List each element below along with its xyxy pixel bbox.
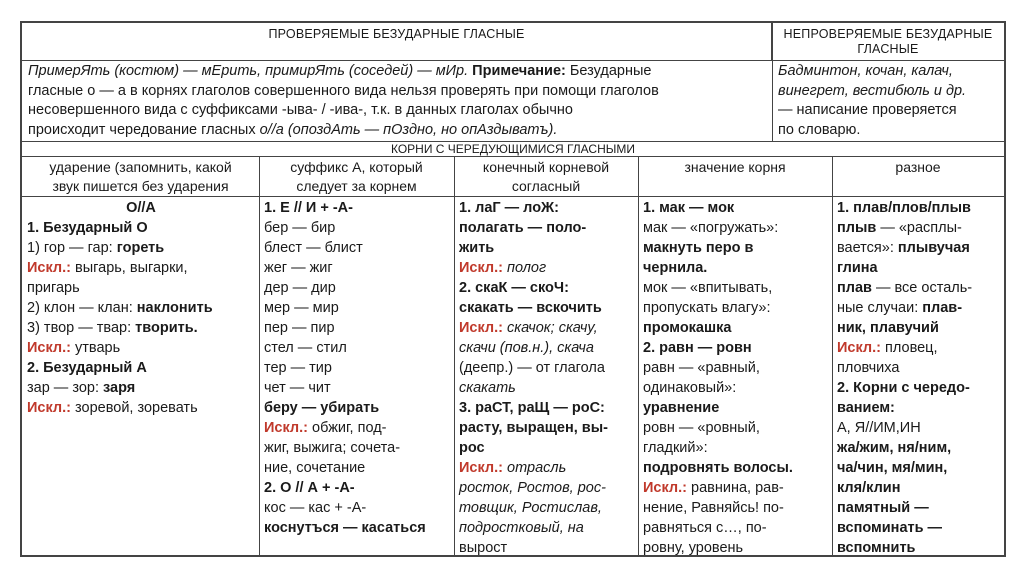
col5-heading2-cont: ванием: bbox=[837, 400, 895, 416]
divider bbox=[22, 60, 1004, 61]
col4-exception: равнина, рав- bbox=[691, 480, 784, 496]
col-meaning bbox=[643, 198, 829, 558]
col1-word: творить. bbox=[135, 320, 198, 336]
col5-line: — все осталь- bbox=[875, 280, 973, 296]
colhead-consonant-l1: конечный корневой bbox=[482, 159, 610, 175]
header-right-line2: ГЛАСНЫЕ bbox=[857, 42, 919, 56]
col2-root-pair: кос — кас + -А- bbox=[264, 500, 367, 516]
intro-note-text: Безударные bbox=[569, 63, 652, 79]
col3-example: жить bbox=[459, 240, 495, 256]
col1-title: О//А bbox=[126, 200, 156, 216]
col5-exception: пловец, bbox=[885, 340, 938, 356]
col5-line: вается»: bbox=[837, 240, 894, 256]
exception-label: Искл.: bbox=[27, 260, 71, 276]
col2-example: коснутъся — касаться bbox=[264, 520, 426, 536]
col4-line: ровн — «ровный, bbox=[643, 420, 760, 436]
col4-example: подровнять волосы. bbox=[643, 460, 793, 476]
exception-label: Искл.: bbox=[27, 400, 71, 416]
col2-root-pair: бер — бир bbox=[264, 220, 336, 236]
intro-line3: несовершенного вида с суффиксами -ыва- / -ива-, т.к. в данных глаголах обычно bbox=[28, 102, 573, 118]
colhead-misc bbox=[832, 158, 1004, 196]
col4-line: гладкий»: bbox=[643, 440, 708, 456]
col4-exception-cont: ровну, уровень bbox=[643, 540, 744, 556]
colhead-misc-l1: разное bbox=[895, 159, 941, 175]
col-consonant bbox=[459, 198, 635, 558]
intro-right-line4: по словарю. bbox=[778, 121, 861, 138]
divider bbox=[772, 23, 773, 142]
col5-example: плав- bbox=[922, 300, 963, 316]
col1-word: заря bbox=[103, 380, 136, 396]
col1-line: 2) клон — клан: bbox=[27, 300, 133, 316]
col2-root-pair: дер — дир bbox=[264, 280, 336, 296]
col5-example: ник, плавучий bbox=[837, 320, 939, 336]
colhead-suffix-l2: следует за корнем bbox=[296, 177, 417, 194]
col1-heading1: 1. Безударный О bbox=[27, 220, 148, 236]
col1-exception: утварь bbox=[75, 340, 121, 356]
colhead-suffix-l1: суффикс А, который bbox=[290, 159, 423, 175]
header-uncheckable-vowels bbox=[772, 23, 1004, 60]
col1-line: 1) гор — гар: bbox=[27, 240, 113, 256]
col4-line: мак — «погружать»: bbox=[643, 220, 779, 236]
colhead-stress-l1: ударение (запомнить, какой bbox=[49, 159, 232, 175]
intro-right-line1: Бадминтон, кочан, калач, bbox=[778, 63, 953, 79]
alternating-roots-band: КОРНИ С ЧЕРЕДУЮЩИМИСЯ ГЛАСНЫМИ bbox=[390, 142, 635, 156]
col5-example: ча/чин, мя/мин, bbox=[837, 460, 948, 476]
col1-word: гореть bbox=[116, 240, 165, 256]
col4-example: уравнение bbox=[643, 400, 720, 416]
col3-example: полагать — поло- bbox=[459, 220, 587, 236]
col3-exception-cont: товщик, Ростислав, bbox=[459, 500, 602, 516]
divider bbox=[22, 156, 1004, 157]
col5-line: ные случаи: bbox=[837, 300, 919, 316]
col3-exception: отрасль bbox=[507, 460, 567, 476]
rules-table bbox=[20, 21, 1006, 557]
col5-example: плывучая bbox=[897, 240, 970, 256]
col2-root-pair: пер — пир bbox=[264, 320, 335, 336]
col3-exception-cont: вырост bbox=[459, 540, 508, 556]
col5-example: кля/клин bbox=[837, 480, 901, 496]
col2-root-pair: стел — стил bbox=[264, 340, 347, 356]
col2-exception-cont: ние, сочетание bbox=[264, 460, 366, 476]
col4-exception-cont: нение, Равняйсь! по- bbox=[643, 500, 784, 516]
col3-exception-cont: росток, Ростов, рос- bbox=[459, 480, 606, 496]
col5-example: вспомнить bbox=[837, 540, 916, 556]
col4-example: промокашка bbox=[643, 320, 732, 336]
col2-heading2: 2. О // А + -А- bbox=[264, 480, 355, 496]
col5-example: памятный — bbox=[837, 500, 929, 516]
colhead-consonant bbox=[454, 158, 638, 196]
exception-label: Искл.: bbox=[459, 260, 503, 276]
col4-line: пропускать влагу»: bbox=[643, 300, 771, 316]
col3-exception-cont: (деепр.) — от глагола bbox=[459, 360, 605, 376]
col3-heading3: 3. раСТ, раЩ — роС: bbox=[459, 400, 605, 416]
col2-root-pair: тер — тир bbox=[264, 360, 332, 376]
col2-exception: обжиг, под- bbox=[312, 420, 387, 436]
col1-line: зар — зор: bbox=[27, 380, 99, 396]
exception-label: Искл.: bbox=[643, 480, 687, 496]
intro-right-line3: — написание проверяется bbox=[778, 102, 957, 118]
col5-heading2: 2. Корни с чередо- bbox=[837, 380, 970, 396]
col5-line: — «расплы- bbox=[880, 220, 962, 236]
col5-example: глина bbox=[837, 260, 878, 276]
col3-exception-cont: скакать bbox=[459, 380, 516, 396]
col4-heading2: 2. равн — ровн bbox=[643, 340, 752, 356]
col-misc bbox=[837, 198, 1003, 558]
col1-exception: зоревой, зоревать bbox=[75, 400, 198, 416]
col2-root-pair: блест — блист bbox=[264, 240, 363, 256]
col2-root-pair: чет — чит bbox=[264, 380, 331, 396]
col3-exception-cont: подростковый, на bbox=[459, 520, 584, 536]
col5-line: А, Я//ИМ,ИН bbox=[837, 420, 921, 436]
col1-line: 3) твор — твар: bbox=[27, 320, 132, 336]
checkable-examples bbox=[28, 62, 768, 140]
intro-note-label: Примечание: bbox=[472, 63, 566, 79]
exception-label: Искл.: bbox=[264, 420, 308, 436]
col4-example: макнуть перо в bbox=[643, 240, 754, 256]
col2-exception-cont: жиг, выжига; сочета- bbox=[264, 440, 401, 456]
col1-word: наклонить bbox=[136, 300, 213, 316]
colhead-stress-l2: звук пишется без ударения bbox=[52, 177, 229, 194]
col1-exception: выгарь, выгарки, bbox=[75, 260, 188, 276]
col5-example: вспоминать — bbox=[837, 520, 943, 536]
col4-line: одинаковый»: bbox=[643, 380, 737, 396]
exception-label: Искл.: bbox=[459, 320, 503, 336]
colhead-meaning bbox=[638, 158, 832, 196]
col3-heading1: 1. лаГ — лоЖ: bbox=[459, 200, 559, 216]
uncheckable-examples bbox=[778, 62, 1000, 140]
exception-label: Искл.: bbox=[837, 340, 881, 356]
exception-label: Искл.: bbox=[27, 340, 71, 356]
col2-root-pair: жег — жиг bbox=[264, 260, 333, 276]
colhead-consonant-l2: согласный bbox=[511, 177, 581, 194]
colhead-stress bbox=[22, 158, 259, 196]
intro-line4b: о//а (опоздАть — пОздно, но опАздыватъ). bbox=[259, 121, 558, 138]
intro-right-line2: винегрет, вестибюль и др. bbox=[778, 82, 967, 99]
intro-example: ПримерЯть (костюм) — мЕрить, примирЯть (соседей) — мИр. bbox=[28, 63, 469, 79]
col3-heading2: 2. скаК — скоЧ: bbox=[459, 280, 569, 296]
col4-exception-cont: равняться с…, по- bbox=[643, 520, 767, 536]
divider bbox=[22, 196, 1004, 197]
col3-example: расту, выращен, вы- bbox=[459, 420, 608, 436]
col5-example: жа/жим, ня/ним, bbox=[837, 440, 952, 456]
header-right-line1: НЕПРОВЕРЯЕМЫЕ БЕЗУДАРНЫЕ bbox=[783, 27, 993, 41]
col1-exception-cont: пригарь bbox=[27, 280, 80, 296]
col-stress bbox=[27, 198, 255, 418]
col2-root-pair: мер — мир bbox=[264, 300, 339, 316]
exception-label: Искл.: bbox=[459, 460, 503, 476]
col2-example: беру — убирать bbox=[264, 400, 380, 416]
divider bbox=[638, 156, 639, 557]
header-checkable-vowels: ПРОВЕРЯЕМЫЕ БЕЗУДАРНЫЕ ГЛАСНЫЕ bbox=[22, 23, 772, 60]
col3-exception: полог bbox=[507, 260, 547, 276]
col2-heading1: 1. Е // И + -А- bbox=[264, 200, 353, 216]
colhead-suffix bbox=[259, 158, 454, 196]
col4-heading1: 1. мак — мок bbox=[643, 200, 735, 216]
col5-root: плыв bbox=[837, 220, 877, 236]
colhead-meaning-l1: значение корня bbox=[684, 159, 786, 175]
intro-line4a: происходит чередование гласных bbox=[28, 121, 256, 138]
divider bbox=[454, 156, 455, 557]
col1-heading2: 2. Безударный А bbox=[27, 360, 147, 376]
divider bbox=[259, 156, 260, 557]
col3-exception: скачок; скачу, bbox=[507, 320, 598, 336]
divider bbox=[832, 156, 833, 557]
col4-example: чернила. bbox=[643, 260, 708, 276]
col4-line: мок — «впитывать, bbox=[643, 280, 773, 296]
intro-line2: гласные о — а в корнях глаголов совершенного вида нельзя проверять при помощи глаголов bbox=[28, 82, 659, 99]
col3-example: рос bbox=[459, 440, 485, 456]
col4-line: равн — «равный, bbox=[643, 360, 760, 376]
col3-example: скакать — вскочить bbox=[459, 300, 602, 316]
col3-exception-cont: скачи (пов.н.), скача bbox=[459, 340, 594, 356]
col-suffix bbox=[264, 198, 452, 538]
col5-root: плав bbox=[837, 280, 872, 296]
col5-heading1: 1. плав/плов/плыв bbox=[837, 200, 971, 216]
col5-exception-cont: пловчиха bbox=[837, 360, 900, 376]
